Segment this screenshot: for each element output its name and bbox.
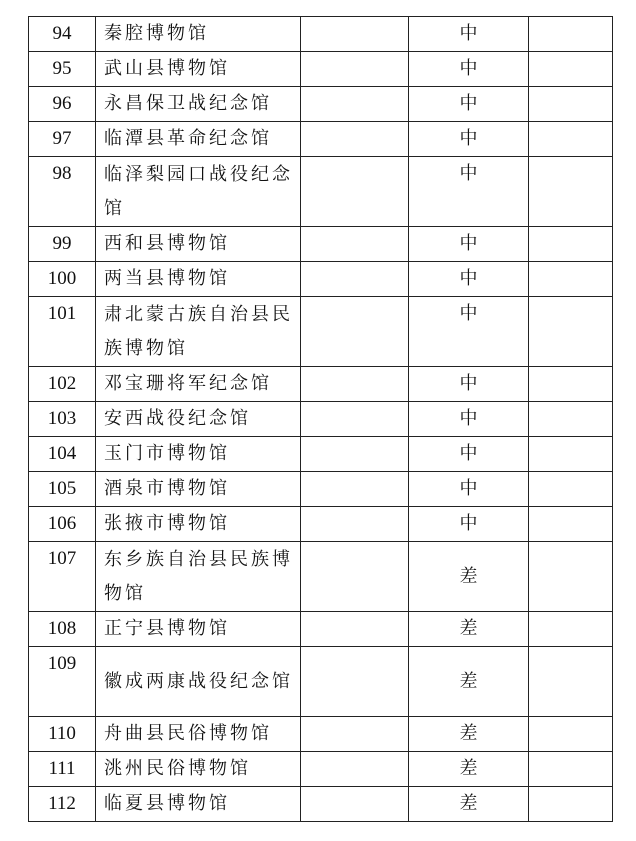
table-row: [29, 227, 613, 262]
table-row: [29, 402, 613, 437]
table-row: [29, 122, 613, 157]
museum-name: 临泽梨园口战役纪念馆: [96, 157, 301, 227]
rating-grade: 中: [409, 367, 529, 402]
museum-name: 酒泉市博物馆: [96, 472, 301, 507]
row-number: 97: [29, 122, 96, 157]
rating-grade: 差: [409, 717, 529, 752]
row-number: 98: [29, 157, 96, 227]
table-row: [29, 717, 613, 752]
museum-name: 两当县博物馆: [96, 262, 301, 297]
rating-grade: 中: [409, 402, 529, 437]
row-number: 102: [29, 367, 96, 402]
museum-name: 安西战役纪念馆: [96, 402, 301, 437]
empty-cell: [301, 227, 409, 262]
rating-grade: 中: [409, 297, 529, 367]
row-number: 101: [29, 297, 96, 367]
empty-cell: [529, 612, 613, 647]
table-row: [29, 472, 613, 507]
empty-cell: [529, 472, 613, 507]
row-number: 104: [29, 437, 96, 472]
table-row: [29, 752, 613, 787]
rating-grade: 差: [409, 787, 529, 822]
row-number: 99: [29, 227, 96, 262]
rating-grade: 差: [409, 647, 529, 717]
empty-cell: [301, 122, 409, 157]
table-row: [29, 52, 613, 87]
rating-grade: 差: [409, 542, 529, 612]
rating-grade: 中: [409, 87, 529, 122]
museum-name: 西和县博物馆: [96, 227, 301, 262]
table-row: [29, 612, 613, 647]
empty-cell: [529, 17, 613, 52]
row-number: 109: [29, 647, 96, 717]
empty-cell: [301, 787, 409, 822]
museum-name: 徽成两康战役纪念馆: [96, 647, 301, 717]
rating-grade: 中: [409, 52, 529, 87]
row-number: 111: [29, 752, 96, 787]
empty-cell: [301, 647, 409, 717]
rating-grade: 中: [409, 122, 529, 157]
row-number: 100: [29, 262, 96, 297]
empty-cell: [301, 612, 409, 647]
empty-cell: [529, 52, 613, 87]
empty-cell: [301, 472, 409, 507]
table-row: [29, 17, 613, 52]
row-number: 105: [29, 472, 96, 507]
empty-cell: [301, 507, 409, 542]
empty-cell: [529, 437, 613, 472]
row-number: 106: [29, 507, 96, 542]
museum-name: 张掖市博物馆: [96, 507, 301, 542]
empty-cell: [529, 87, 613, 122]
museum-name: 洮州民俗博物馆: [96, 752, 301, 787]
empty-cell: [529, 402, 613, 437]
empty-cell: [529, 787, 613, 822]
table-body: [29, 17, 613, 822]
empty-cell: [529, 157, 613, 227]
rating-grade: 差: [409, 612, 529, 647]
rating-grade: 中: [409, 262, 529, 297]
rating-grade: 中: [409, 227, 529, 262]
museum-name: 邓宝珊将军纪念馆: [96, 367, 301, 402]
museum-name: 玉门市博物馆: [96, 437, 301, 472]
museum-name: 秦腔博物馆: [96, 17, 301, 52]
empty-cell: [301, 367, 409, 402]
museum-name: 东乡族自治县民族博物馆: [96, 542, 301, 612]
row-number: 94: [29, 17, 96, 52]
museum-name: 肃北蒙古族自治县民族博物馆: [96, 297, 301, 367]
empty-cell: [529, 647, 613, 717]
empty-cell: [301, 437, 409, 472]
row-number: 112: [29, 787, 96, 822]
empty-cell: [301, 262, 409, 297]
table-row: [29, 507, 613, 542]
museum-rating-table: [28, 16, 613, 822]
rating-grade: 差: [409, 752, 529, 787]
row-number: 103: [29, 402, 96, 437]
museum-name: 临潭县革命纪念馆: [96, 122, 301, 157]
table-row: [29, 367, 613, 402]
empty-cell: [529, 367, 613, 402]
museum-name: 武山县博物馆: [96, 52, 301, 87]
table-row: [29, 647, 613, 717]
row-number: 108: [29, 612, 96, 647]
table-row: [29, 157, 613, 227]
rating-grade: 中: [409, 157, 529, 227]
row-number: 96: [29, 87, 96, 122]
museum-name: 舟曲县民俗博物馆: [96, 717, 301, 752]
museum-name: 永昌保卫战纪念馆: [96, 87, 301, 122]
empty-cell: [301, 717, 409, 752]
museum-name: 正宁县博物馆: [96, 612, 301, 647]
row-number: 110: [29, 717, 96, 752]
rating-grade: 中: [409, 17, 529, 52]
empty-cell: [529, 122, 613, 157]
table-row: [29, 87, 613, 122]
row-number: 95: [29, 52, 96, 87]
empty-cell: [529, 752, 613, 787]
empty-cell: [529, 542, 613, 612]
table-row: [29, 542, 613, 612]
empty-cell: [301, 752, 409, 787]
table-row: [29, 787, 613, 822]
empty-cell: [301, 52, 409, 87]
museum-name: 临夏县博物馆: [96, 787, 301, 822]
empty-cell: [301, 402, 409, 437]
table-row: [29, 262, 613, 297]
empty-cell: [529, 227, 613, 262]
table-row: [29, 437, 613, 472]
rating-grade: 中: [409, 437, 529, 472]
empty-cell: [529, 717, 613, 752]
rating-grade: 中: [409, 507, 529, 542]
empty-cell: [529, 297, 613, 367]
empty-cell: [301, 297, 409, 367]
empty-cell: [529, 507, 613, 542]
empty-cell: [301, 157, 409, 227]
empty-cell: [301, 542, 409, 612]
rating-grade: 中: [409, 472, 529, 507]
empty-cell: [529, 262, 613, 297]
empty-cell: [301, 17, 409, 52]
empty-cell: [301, 87, 409, 122]
table-row: [29, 297, 613, 367]
row-number: 107: [29, 542, 96, 612]
